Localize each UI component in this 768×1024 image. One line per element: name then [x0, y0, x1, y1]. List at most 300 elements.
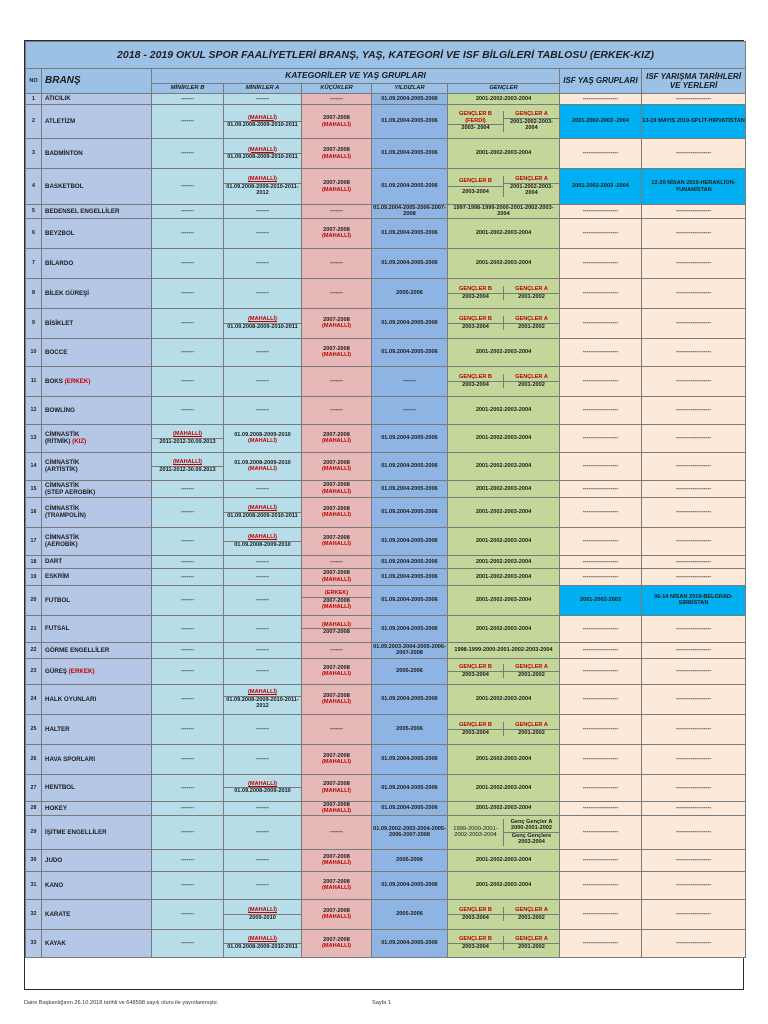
kucukler-note: (MAHALLİ): [322, 466, 351, 473]
cell-minikler-a: [224, 139, 302, 169]
minikler-a-stack-bottom: 01.09.2008-2009-2010-2011-2012: [226, 183, 299, 197]
table-row: [26, 774, 746, 801]
cell-minikler-a: [224, 308, 302, 338]
kucukler-note: (MAHALLİ): [322, 488, 351, 495]
minikler-b-stack: [152, 431, 223, 445]
cell-isf-tarih: -------------------: [642, 929, 746, 957]
cell-kucukler: [302, 480, 372, 497]
kucukler-note: (MAHALLİ): [322, 352, 351, 359]
cell-minikler-a: [224, 94, 302, 105]
row-no: 14: [26, 452, 42, 480]
cell-gencler: 2001-2002-2003-2004: [448, 497, 560, 527]
kucukler-value: 2007-2008: [323, 853, 350, 860]
kucukler-value: 2007-2008: [323, 505, 350, 512]
kucukler-value: 2007-2008: [323, 459, 350, 466]
gencler-b-label: [459, 111, 492, 124]
cell-yildizlar: 01.09.2004-2005-2006: [372, 105, 448, 139]
cell-minikler-b: -------: [152, 139, 224, 169]
cell-gencler: 2001-2002-2003-2004: [448, 555, 560, 568]
kucukler-note: (MAHALLİ): [322, 699, 351, 706]
cell-isf-tarih: -------------------: [642, 684, 746, 714]
gencler-a-years: 2001-2002: [518, 381, 545, 388]
gencler-split: [448, 374, 559, 388]
cell-isf-tarih: -------------------: [642, 555, 746, 568]
minikler-a-stack: [224, 505, 301, 519]
cell-yildizlar: 2005-2006: [372, 658, 448, 684]
minikler-a-stack: [224, 316, 301, 330]
cell-isf-yas: -------------------: [560, 714, 642, 744]
row-brans: [42, 248, 152, 278]
cell-minikler-b: -------: [152, 205, 224, 219]
minikler-a-value: -------: [255, 378, 270, 385]
kucukler-bottom: [322, 598, 351, 611]
cell-minikler-a: [224, 801, 302, 815]
footer-page: Sayfa 1: [372, 1000, 391, 1006]
kucukler-value: -------: [329, 378, 344, 385]
kucukler-note: (MAHALLİ): [322, 541, 351, 548]
table-row: [26, 849, 746, 871]
table-row: [26, 424, 746, 452]
gencler-split: [448, 936, 559, 950]
cell-yildizlar: 01.09.2004-2005-2006: [372, 527, 448, 555]
footer-note: Daire Başkanlığının 26.10.2018 tarihli ve 648598 sayılı oluru ile yayınlanmıştır.: [24, 1000, 219, 1006]
cell-minikler-b: -------: [152, 744, 224, 774]
kucukler-value: 2007-2008: [323, 629, 350, 636]
cell-isf-tarih: -------------------: [642, 801, 746, 815]
minikler-a-stack-bottom: 01.09.2008-2009-2010-2011: [227, 512, 298, 519]
cell-kucukler: [302, 169, 372, 205]
row-no: 15: [26, 480, 42, 497]
cell-minikler-a: [224, 568, 302, 585]
cell-minikler-b: -------: [152, 278, 224, 308]
cell-minikler-b: -------: [152, 555, 224, 568]
kucukler-value: 2007-2008: [323, 692, 350, 699]
brans-sub: (RİTMİK): [45, 438, 73, 446]
cell-minikler-b: -------: [152, 308, 224, 338]
cell-isf-tarih: -------------------: [642, 396, 746, 424]
cell-isf-tarih: -------------------: [642, 338, 746, 366]
row-no: 7: [26, 248, 42, 278]
cell-yildizlar: 01.09.2004-2005-2006-2007-2008: [373, 205, 446, 218]
table-row: [26, 366, 746, 396]
gencler-right-stack: [504, 819, 559, 846]
brans-sub: (STEP AEROBİK): [45, 488, 96, 496]
cell-isf-yas: -------------------: [560, 218, 642, 248]
row-brans: [42, 338, 152, 366]
cell-kucukler: [302, 105, 372, 139]
cell-isf-tarih: -------------------: [642, 480, 746, 497]
gencler-b-title: GENÇLER B: [459, 664, 492, 671]
cell-gencler: 2001-2002-2003-2004: [448, 396, 560, 424]
minikler-a-stack: [224, 781, 301, 795]
brans-name: ATICILIK: [45, 95, 71, 103]
cell-gencler: 2001-2002-2003-2004: [448, 801, 560, 815]
kucukler-value: 2007-2008: [323, 781, 350, 788]
gencler-a-title: GENÇLER A: [515, 111, 548, 118]
kucukler-note: (MAHALLİ): [322, 233, 351, 240]
cell-minikler-b: -------: [152, 366, 224, 396]
cell-minikler-a: [224, 218, 302, 248]
row-no: 6: [26, 218, 42, 248]
cell-gencler: [448, 278, 560, 308]
gencler-a-years: 2001-2002-2003-2004: [510, 118, 553, 132]
row-brans: [42, 105, 152, 139]
cell-yildizlar: 01.09.2004-2005-2006: [372, 139, 448, 169]
cell-yildizlar: 01.09.2004-2005-2006: [372, 94, 448, 105]
brans-name: CİMNASTİK: [45, 459, 80, 467]
gencler-a-years: 2001-2002: [518, 914, 545, 921]
header-isf-tarih: ISF YARIŞMA TARİHLERİ VE YERLERİ: [642, 69, 746, 94]
minikler-a-stack: [224, 115, 301, 129]
kucukler-note: (MAHALLİ): [322, 914, 351, 921]
gencler-b-title: GENÇLER B: [459, 111, 492, 118]
header-minikler-b: MİNİKLER B: [152, 84, 224, 94]
cell-gencler: 2001-2002-2003-2004: [448, 615, 560, 642]
header-yildizlar: YILDIZLAR: [372, 84, 448, 94]
cell-kucukler: [302, 94, 372, 105]
cell-isf-tarih: -------------------: [642, 248, 746, 278]
gencler-a-title: GENÇLER A: [515, 374, 548, 381]
cell-yildizlar: 01.09.2004-2005-2006: [372, 338, 448, 366]
cell-isf-yas: -------------------: [560, 642, 642, 658]
cell-minikler-b: -------: [152, 642, 224, 658]
cell-gencler: 2001-2002-2003-2004: [448, 139, 560, 169]
gencler-b-years: 2003-2004: [462, 914, 489, 921]
minikler-a-stack-top: (MAHALLİ): [248, 316, 277, 323]
brans-sub: (ARTİSTİK): [45, 466, 78, 474]
gencler-right-stack-bottom: Genç Gençlere 2003-2004: [511, 832, 552, 846]
cell-gencler: [448, 929, 560, 957]
cell-minikler-a: [224, 452, 302, 480]
cell-isf-tarih: -------------------: [642, 366, 746, 396]
gencler-b-years: 2003-2004: [462, 943, 489, 950]
kucukler-bottom: [323, 629, 350, 635]
table-row: [26, 278, 746, 308]
cell-isf-tarih: -------------------: [642, 871, 746, 899]
table-row: [26, 480, 746, 497]
cell-yildizlar: 01.09.2004-2005-2006: [372, 568, 448, 585]
minikler-a-value: -------: [255, 290, 270, 297]
header-brans: BRANŞ: [42, 69, 152, 94]
cell-minikler-a: [224, 684, 302, 714]
minikler-b-stack-top: (MAHALLİ): [173, 459, 202, 466]
cell-yildizlar: 01.09.2003-2004-2005-2006-2007-2008: [373, 643, 446, 657]
brans-name: HALTER: [45, 725, 70, 733]
minikler-a-stack: [224, 689, 301, 709]
row-brans: [42, 218, 152, 248]
kucukler-value: -------: [329, 828, 344, 835]
row-brans: [42, 871, 152, 899]
row-brans: [42, 366, 152, 396]
cell-isf-tarih: -------------------: [642, 899, 746, 929]
kucukler-note: (MAHALLİ): [322, 604, 351, 611]
minikler-a-stack-top: (MAHALLİ): [248, 505, 277, 512]
cell-minikler-b: [152, 452, 224, 480]
minikler-a-value: -------: [255, 856, 270, 863]
brans-name: ESKRİM: [45, 573, 70, 581]
cell-minikler-b: [152, 424, 224, 452]
gencler-a-title: GENÇLER A: [515, 286, 548, 293]
cell-isf-yas: -------------------: [560, 480, 642, 497]
cell-minikler-a: [224, 849, 302, 871]
table-row: [26, 642, 746, 658]
gencler-b-years: 2003-2004: [462, 188, 489, 195]
minikler-a-stack-top: (MAHALLİ): [248, 146, 277, 153]
cell-kucukler: [302, 871, 372, 899]
cell-minikler-b: -------: [152, 871, 224, 899]
cell-gencler: [448, 658, 560, 684]
minikler-a-stack: [224, 907, 301, 921]
row-no: 13: [26, 424, 42, 452]
gencler-b-title: GENÇLER B: [459, 907, 492, 914]
kucukler-value: -------: [329, 647, 344, 654]
cell-minikler-a: [224, 527, 302, 555]
cell-minikler-a: [224, 396, 302, 424]
cell-minikler-b: -------: [152, 248, 224, 278]
minikler-a-value: 01.09.2008-2009-2010: [234, 459, 291, 466]
kucukler-top: (MAHALLİ): [322, 621, 351, 628]
kucukler-value: 2007-2008: [323, 180, 350, 187]
cell-kucukler: [302, 278, 372, 308]
row-brans: [42, 452, 152, 480]
cell-isf-yas: -------------------: [560, 615, 642, 642]
cell-yildizlar: 01.09.2004-2005-2006: [372, 424, 448, 452]
brans-name: FUTBOL: [45, 596, 71, 604]
cell-kucukler: [302, 308, 372, 338]
cell-gencler: 2001-2002-2003-2004: [448, 527, 560, 555]
brans-name: FUTSAL: [45, 625, 70, 633]
header-kategoriler: KATEGORİLER VE YAŞ GRUPLARI: [152, 69, 560, 84]
brans-gender: (ERKEK): [64, 377, 91, 385]
kucukler-note: (MAHALLİ): [322, 885, 351, 892]
gencler-b-ferdi: (FERDİ): [465, 117, 486, 124]
brans-name: HALK OYUNLARI: [45, 695, 97, 703]
cell-isf-yas: 2001-2002-2003: [560, 585, 642, 615]
cell-minikler-a: [224, 169, 302, 205]
cell-minikler-b: -------: [152, 658, 224, 684]
cell-minikler-a: [224, 480, 302, 497]
row-no: 5: [26, 205, 42, 219]
minikler-a-value: -------: [255, 756, 270, 763]
cell-kucukler: [302, 424, 372, 452]
table-row: [26, 568, 746, 585]
cell-gencler: [448, 169, 560, 205]
kucukler-stack: [302, 590, 371, 610]
cell-yildizlar: 01.09.2002-2003-2004-2005-2006-2007-2008: [372, 815, 448, 849]
row-brans: [42, 929, 152, 957]
cell-isf-tarih: -------------------: [642, 568, 746, 585]
cell-isf-yas: 2001-2002-2003 -2004: [560, 169, 642, 205]
cell-minikler-a: [224, 248, 302, 278]
gencler-a-years: 2001-2002: [518, 671, 545, 678]
kucukler-note: (MAHALLİ): [322, 153, 351, 160]
gencler-b-years: 2003-2004: [462, 293, 489, 300]
table-row: [26, 615, 746, 642]
kucukler-note: (MAHALLİ): [322, 323, 351, 330]
gencler-right-stack-top: Genç Gençler A 2000-2001-2002: [510, 818, 553, 832]
minikler-a-value: -------: [255, 260, 270, 267]
gencler-a-years: 2001-2002: [518, 323, 545, 330]
cell-isf-yas: -------------------: [560, 815, 642, 849]
brans-name: BEYZBOL: [45, 229, 75, 237]
gencler-b-title: GENÇLER B: [459, 316, 492, 323]
kucukler-value: 2007-2008: [323, 752, 350, 759]
table-row: [26, 105, 746, 139]
cell-isf-tarih: -------------------: [642, 218, 746, 248]
cell-isf-yas: -------------------: [560, 527, 642, 555]
cell-yildizlar: 2005-2006: [372, 899, 448, 929]
brans-name: CİMNASTİK: [45, 481, 80, 489]
cell-gencler: [448, 105, 560, 139]
brans-name: HENTBOL: [45, 784, 75, 792]
cell-isf-yas: -------------------: [560, 139, 642, 169]
cell-isf-tarih: -------------------: [642, 452, 746, 480]
cell-isf-tarih: -------------------: [642, 744, 746, 774]
cell-gencler: 2001-2002-2003-2004: [448, 774, 560, 801]
cell-isf-tarih: -------------------: [642, 497, 746, 527]
brans-name: KAYAK: [45, 939, 66, 947]
gencler-b-title: GENÇLER B: [459, 374, 492, 381]
table-row: [26, 248, 746, 278]
gencler-a-title: GENÇLER A: [515, 907, 548, 914]
gencler-a-title: GENÇLER A: [515, 664, 548, 671]
cell-yildizlar: 01.09.2004-2005-2006: [372, 615, 448, 642]
row-brans: [42, 658, 152, 684]
table-row: [26, 139, 746, 169]
brans-name: BADMİNTON: [45, 149, 83, 157]
header-kucukler: KÜÇÜKLER: [302, 84, 372, 94]
header-gencler: GENÇLER: [448, 84, 560, 94]
cell-yildizlar: 01.09.2004-2005-2006: [372, 497, 448, 527]
cell-minikler-b: -------: [152, 338, 224, 366]
cell-minikler-b: -------: [152, 169, 224, 205]
minikler-a-stack: [224, 147, 301, 161]
row-no: 33: [26, 929, 42, 957]
cell-kucukler: [302, 568, 372, 585]
row-brans: [42, 744, 152, 774]
table-row: [26, 899, 746, 929]
cell-yildizlar: 2005-2006: [372, 714, 448, 744]
row-no: 25: [26, 714, 42, 744]
gencler-split: [448, 907, 559, 921]
table-row: [26, 555, 746, 568]
cell-kucukler: [302, 815, 372, 849]
gencler-b-years: 2003-2004: [462, 323, 489, 330]
minikler-a-stack-top: (MAHALLİ): [248, 780, 277, 787]
gencler-left: 1999-2000-2001-2002-2003-2004: [453, 825, 498, 839]
gencler-a-title: GENÇLER A: [515, 176, 548, 183]
cell-isf-tarih: -------------------: [642, 308, 746, 338]
minikler-a-stack-bottom: 01.09.2008-2009-2010-2011-2012: [226, 696, 299, 710]
cell-minikler-b: -------: [152, 815, 224, 849]
table-row: [26, 308, 746, 338]
cell-kucukler: [302, 139, 372, 169]
row-no: 23: [26, 658, 42, 684]
cell-minikler-b: -------: [152, 497, 224, 527]
cell-gencler: 1998-1999-2000-2001-2002-2003-2004: [448, 642, 560, 658]
row-brans: [42, 642, 152, 658]
brans-name: CİMNASTİK: [45, 505, 80, 513]
cell-kucukler: [302, 366, 372, 396]
minikler-a-value: -------: [255, 597, 270, 604]
cell-gencler: 2001-2002-2003-2004: [448, 585, 560, 615]
cell-gencler: 2001-2002-2003-2004: [448, 218, 560, 248]
kucukler-note: (MAHALLİ): [322, 671, 351, 678]
cell-isf-yas: -------------------: [560, 205, 642, 219]
cell-minikler-a: [224, 555, 302, 568]
cell-isf-tarih: -------------------: [642, 774, 746, 801]
row-brans: [42, 684, 152, 714]
cell-gencler: 1997-1998-1999-2000-2001-2002-2003-2004: [448, 205, 560, 219]
cell-minikler-b: -------: [152, 615, 224, 642]
cell-gencler: 2001-2002-2003-2004: [448, 480, 560, 497]
minikler-a-value: -------: [255, 349, 270, 356]
cell-kucukler: [302, 714, 372, 744]
row-brans: [42, 169, 152, 205]
sport-table: [25, 41, 746, 958]
cell-isf-tarih: -------------------: [642, 642, 746, 658]
row-brans: [42, 139, 152, 169]
minikler-a-stack-top: (MAHALLİ): [248, 936, 277, 943]
cell-minikler-a: [224, 497, 302, 527]
gencler-a-years: 2001-2002: [518, 729, 545, 736]
cell-minikler-a: [224, 366, 302, 396]
cell-isf-tarih: -------------------: [642, 424, 746, 452]
row-brans: [42, 568, 152, 585]
minikler-a-stack-top: (MAHALLİ): [248, 114, 277, 121]
cell-isf-yas: -------------------: [560, 801, 642, 815]
minikler-a-value: -------: [255, 726, 270, 733]
table-row: [26, 205, 746, 219]
row-brans: [42, 424, 152, 452]
cell-isf-yas: -------------------: [560, 497, 642, 527]
cell-minikler-a: [224, 205, 302, 219]
cell-minikler-a: [224, 615, 302, 642]
cell-isf-yas: -------------------: [560, 658, 642, 684]
cell-minikler-a: [224, 585, 302, 615]
brans-name: ATLETİZM: [45, 117, 76, 125]
minikler-a-value: -------: [255, 485, 270, 492]
brans-name: BİLEK GÜREŞİ: [45, 289, 90, 297]
kucukler-value: 2007-2008: [323, 570, 350, 577]
gencler-split: [448, 286, 559, 300]
minikler-a-note: (MAHALLİ): [248, 466, 277, 473]
cell-yildizlar: 01.09.2004-2005-2006: [372, 684, 448, 714]
minikler-a-stack-top: (MAHALLİ): [248, 689, 277, 696]
cell-yildizlar: 01.09.2004-2005-2006: [372, 308, 448, 338]
minikler-a-value: -------: [255, 573, 270, 580]
cell-minikler-a: [224, 278, 302, 308]
cell-minikler-a: [224, 815, 302, 849]
minikler-a-value: -------: [255, 95, 270, 102]
cell-gencler: 2001-2002-2003-2004: [448, 684, 560, 714]
minikler-a-stack: [224, 176, 301, 196]
cell-isf-yas: -------------------: [560, 871, 642, 899]
row-brans: [42, 308, 152, 338]
cell-minikler-b: -------: [152, 801, 224, 815]
cell-minikler-b: -------: [152, 105, 224, 139]
row-no: 18: [26, 555, 42, 568]
minikler-a-stack-bottom: 2009-2010: [249, 914, 276, 921]
row-no: 31: [26, 871, 42, 899]
cell-minikler-b: -------: [152, 527, 224, 555]
minikler-a-stack-bottom: 01.09.2008-2009-2010-2011: [227, 122, 298, 128]
cell-isf-yas: -------------------: [560, 278, 642, 308]
cell-yildizlar: 01.09.2004-2005-2006: [372, 480, 448, 497]
cell-yildizlar: 01.09.2004-2005-2006: [372, 169, 448, 205]
brans-name: BİSİKLET: [45, 319, 74, 327]
cell-minikler-a: [224, 338, 302, 366]
